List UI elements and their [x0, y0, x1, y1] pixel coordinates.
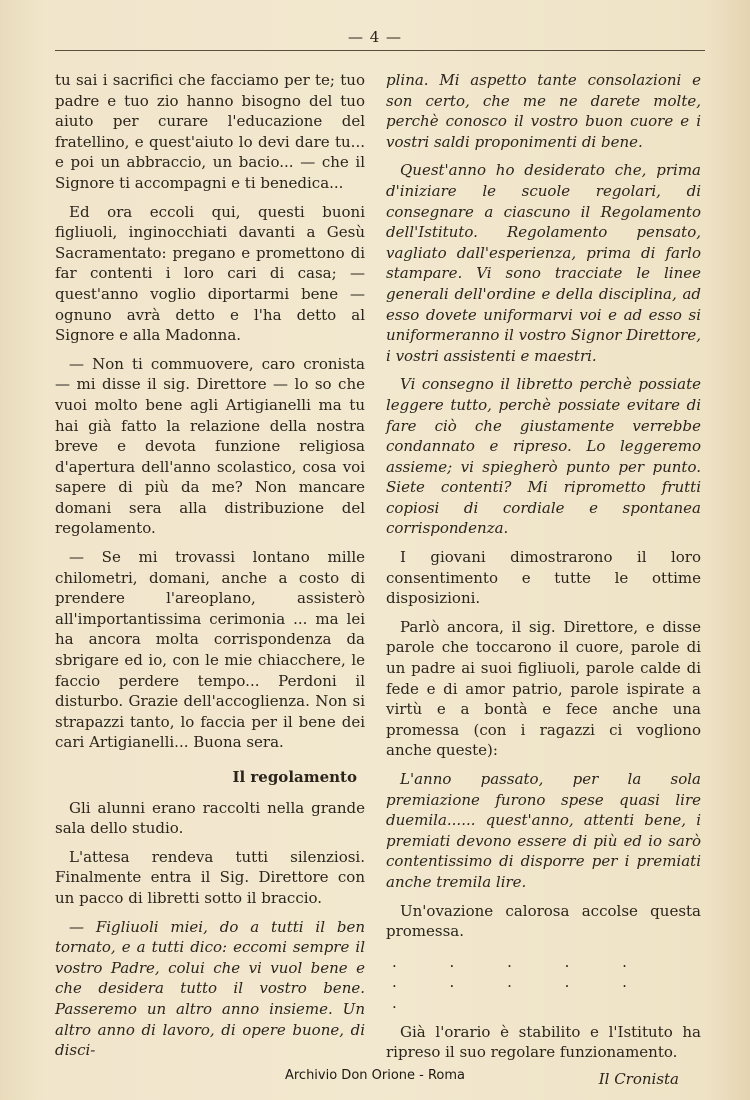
ellipsis-separator: . . . . . . . . . . . [392, 952, 651, 1012]
right-paragraph-3: Vi consegno il libretto perchè possiate leggere tutto, perchè possiate evitare di fare ciò che giustamente verrebbe condannato e ripreso. Lo leggeremo assieme; vi spiegherò punto per punto. Siete contenti? Mi riprometto frutti copiosi di cordiale e spontanea corrispondenza. [386, 375, 701, 538]
left-paragraph-1: tu sai i sacrifici che facciamo per te; tuo padre e tuo zio hanno bisogno del tuo aiuto per curare l'educazione del fratellino, e quest'aiuto lo devi dare tu... e poi un abbraccio, un bacio... — che il Signore ti accompagni e ti benedica... [55, 71, 365, 192]
header-rule [55, 50, 705, 51]
left-paragraph-7: — Figliuoli miei, do a tutti il ben tornato, e a tutti dico: eccomi sempre il vostro Padre, colui che vi vuol bene e che desidera tutto il vostro bene. Passeremo un altro anno insieme. Un altro anno di lavoro, di opere buone, di disci- [55, 917, 365, 1060]
left-paragraph-2: Ed ora eccoli qui, questi buoni figliuoli, inginocchiati davanti a Gesù Sacramentato: pregano e promettono di far contenti i loro cari di casa; — quest'anno voglio diportarmi bene — ognuno avrà detto e l'ha detto al Signore e alla Madonna. [55, 202, 365, 345]
archive-footer: Archivio Don Orione - Roma [284, 1068, 466, 1083]
left-paragraph-5: Gli alunni erano raccolti nella grande sala dello studio. [55, 798, 365, 838]
right-paragraph-1: plina. Mi aspetto tante consolazioni e son certo, che me ne darete molte, perchè conosco il vostro buon cuore e i vostri saldi proponimenti di bene. [386, 71, 701, 151]
left-paragraph-4: — Se mi trovassi lontano mille chilometri, domani, anche a costo di prendere l'areoplano, assisterò all'importantissima cerimonia ... ma lei ha ancora molta corrispondenza da sbrigare ed io, con le mie chiacchere, le faccio perdere tempo... Perdoni il disturbo. Grazie dell'accoglienza. Non si strapazzi tanto, lo faccia per il bene dei cari Artigianelli... Buona sera. [55, 548, 365, 752]
left-paragraph-3: — Non ti commuovere, caro cronista — mi disse il sig. Direttore — lo so che vuoi molto bene agli Artigianelli ma tu hai già fatto la relazione della nostra breve e devota funzione religiosa d'apertura dell'anno scolastico, cosa voi sapere di più da me? Non mancare domani sera alla distribuzione del regolamento. [55, 354, 365, 538]
right-paragraph-2: Quest'anno ho desiderato che, prima d'iniziare le scuole regolari, di consegnare a ciascuno il Regolamento dell'Istituto. Regolamento pensato, vagliato dall'esperienza, prima di farlo stampare. Vi sono tracciate le linee generali dell'ordine e della disciplina, ad esso dovete uniformarvi voi e ad esso si uniformeranno il vostro Signor Direttore, i vostri assistenti e maestri. [386, 161, 701, 365]
right-paragraph-5: Parlò ancora, il sig. Direttore, e disse parole che toccarono il cuore, parole di un padre ai suoi figliuoli, parole calde di fede e di amor patrio, parole ispirate a virtù e a bontà e fece anche una promessa (con i ragazzi ci vogliono anche queste): [386, 617, 701, 760]
right-paragraph-8: Già l'orario è stabilito e l'Istituto ha ripreso il suo regolare funzionamento. [386, 1022, 701, 1062]
section-title: Il regolamento [232, 768, 357, 786]
right-column [386, 70, 701, 1089]
right-paragraph-4: I giovani dimostrarono il loro consentimento e tutte le ottime disposizioni. [386, 548, 701, 608]
left-paragraph-6: L'attesa rendeva tutti silenziosi. Finalmente entra il Sig. Direttore con un pacco di libretti sotto il braccio. [55, 847, 365, 907]
right-paragraph-7: Un'ovazione calorosa accolse questa promessa. [386, 901, 701, 941]
left-column [55, 70, 365, 1061]
right-paragraph-6: L'anno passato, per la sola premiazione furono spese quasi lire duemila...... quest'anno, attenti bene, i premiati devono essere di più ed io sarò contentissimo di disporre per i premiati anche tremila lire. [386, 770, 701, 891]
signature: Il Cronista [598, 1069, 679, 1088]
page-number: — 4 — [347, 28, 403, 46]
